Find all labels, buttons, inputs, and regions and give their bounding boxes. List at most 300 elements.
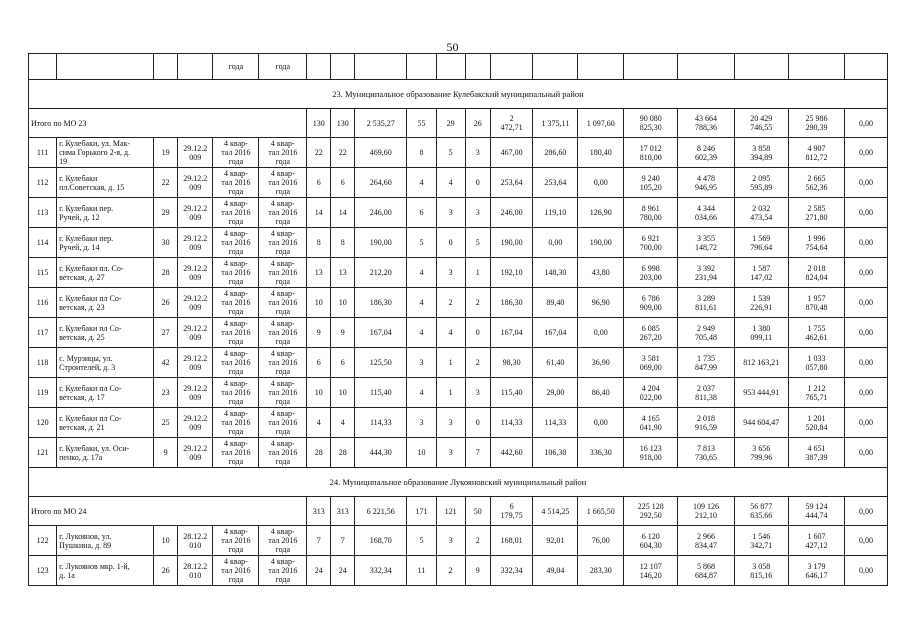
value-cell: 3 xyxy=(436,438,465,468)
value-cell: 3 656 799,96 xyxy=(734,438,788,468)
value-cell: 22 xyxy=(331,138,355,168)
date-cell: 29.12.2 009 xyxy=(178,438,213,468)
value-cell: 212,20 xyxy=(355,258,407,288)
value-cell: 336,30 xyxy=(578,438,624,468)
address-cell: г. Кулебаки пл.Советская, д. 15 xyxy=(57,168,154,198)
date-cell: 29.12.2 009 xyxy=(178,318,213,348)
value-cell: 186,30 xyxy=(490,288,533,318)
table-row xyxy=(29,438,888,468)
value-cell: 43,80 xyxy=(578,258,624,288)
row-number: 117 xyxy=(29,318,57,348)
value-cell: 76,00 xyxy=(578,526,624,556)
row-number: 115 xyxy=(29,258,57,288)
value-cell: 8 xyxy=(307,228,331,258)
value-cell: 6 921 700,00 xyxy=(624,228,678,258)
value-cell: 1 996 754,64 xyxy=(788,228,844,258)
period-start-cell: 4 квар- тал 2016 года xyxy=(213,138,259,168)
value-cell: 0,00 xyxy=(845,318,888,348)
year-cell: 10 xyxy=(154,526,178,556)
total-value: 2 472,71 xyxy=(490,109,533,138)
value-cell: 0,00 xyxy=(845,288,888,318)
table-header-row xyxy=(29,54,888,80)
total-value: 171 xyxy=(407,497,436,526)
value-cell: 4 xyxy=(307,408,331,438)
period-end-cell: 4 квар- тал 2016 года xyxy=(259,408,307,438)
value-cell: 812 163,21 xyxy=(734,348,788,378)
value-cell: 3 xyxy=(436,198,465,228)
value-cell: 2 xyxy=(465,526,490,556)
address-cell: г. Кулебаки пл Со- ветская, д. 21 xyxy=(57,408,154,438)
value-cell: 4 478 946,95 xyxy=(678,168,734,198)
row-number: 118 xyxy=(29,348,57,378)
table-row xyxy=(29,228,888,258)
total-value: 29 xyxy=(436,109,465,138)
value-cell: 2 018 824,04 xyxy=(788,258,844,288)
period-end-cell: 4 квар- тал 2016 года xyxy=(259,168,307,198)
table-row xyxy=(29,526,888,556)
total-value: 6 221,56 xyxy=(355,497,407,526)
period-end-cell: 4 квар- тал 2016 года xyxy=(259,288,307,318)
year-cell: 25 xyxy=(154,408,178,438)
value-cell: 332,34 xyxy=(490,556,533,586)
period-start-cell: 4 квар- тал 2016 года xyxy=(213,258,259,288)
value-cell: 14 xyxy=(307,198,331,228)
total-label: Итого по МО 23 xyxy=(29,109,307,138)
year-cell: 19 xyxy=(154,138,178,168)
total-value: 1 097,60 xyxy=(578,109,624,138)
total-value: 225 128 292,50 xyxy=(624,497,678,526)
value-cell: 190,00 xyxy=(355,228,407,258)
value-cell: 4 204 022,00 xyxy=(624,378,678,408)
value-cell: 3 058 815,16 xyxy=(734,556,788,586)
year-cell: 23 xyxy=(154,378,178,408)
value-cell: 114,33 xyxy=(490,408,533,438)
value-cell: 1 201 520,84 xyxy=(788,408,844,438)
value-cell: 92,01 xyxy=(533,526,578,556)
value-cell: 7 xyxy=(465,438,490,468)
total-value: 20 429 746,55 xyxy=(734,109,788,138)
value-cell: 0,00 xyxy=(845,408,888,438)
value-cell: 5 xyxy=(465,228,490,258)
value-cell: 186,30 xyxy=(355,288,407,318)
value-cell: 126,90 xyxy=(578,198,624,228)
address-cell: г. Кулебаки, ул. Оси- пенко, д. 17а xyxy=(57,438,154,468)
value-cell: 6 xyxy=(331,168,355,198)
value-cell: 49,04 xyxy=(533,556,578,586)
period-end-cell: 4 квар- тал 2016 года xyxy=(259,526,307,556)
value-cell: 253,64 xyxy=(533,168,578,198)
value-cell: 3 xyxy=(465,138,490,168)
value-cell: 283,30 xyxy=(578,556,624,586)
period-end-cell: 4 квар- тал 2016 года xyxy=(259,318,307,348)
value-cell: 10 xyxy=(331,378,355,408)
total-value: 130 xyxy=(307,109,331,138)
value-cell: 17 012 810,00 xyxy=(624,138,678,168)
value-cell: 0,00 xyxy=(578,168,624,198)
value-cell: 6 xyxy=(307,168,331,198)
value-cell: 167,04 xyxy=(533,318,578,348)
value-cell: 4 344 034,66 xyxy=(678,198,734,228)
date-cell: 29.12.2 009 xyxy=(178,138,213,168)
value-cell: 0,00 xyxy=(845,556,888,586)
value-cell: 2 665 562,36 xyxy=(788,168,844,198)
value-cell: 7 813 730,65 xyxy=(678,438,734,468)
value-cell: 953 444,91 xyxy=(734,378,788,408)
row-number: 121 xyxy=(29,438,57,468)
period-start-cell: 4 квар- тал 2016 года xyxy=(213,168,259,198)
value-cell: 2 018 916,59 xyxy=(678,408,734,438)
value-cell: 5 xyxy=(436,138,465,168)
value-cell: 61,40 xyxy=(533,348,578,378)
value-cell: 332,34 xyxy=(355,556,407,586)
value-cell: 467,00 xyxy=(490,138,533,168)
period-start-cell: 4 квар- тал 2016 года xyxy=(213,438,259,468)
value-cell: 0,00 xyxy=(845,228,888,258)
total-value: 90 080 825,30 xyxy=(624,109,678,138)
value-cell: 0,00 xyxy=(845,378,888,408)
value-cell: 2 037 811,38 xyxy=(678,378,734,408)
value-cell: 3 xyxy=(465,378,490,408)
value-cell: 180,40 xyxy=(578,138,624,168)
value-cell: 264,60 xyxy=(355,168,407,198)
value-cell: 0,00 xyxy=(845,348,888,378)
value-cell: 29,00 xyxy=(533,378,578,408)
date-cell: 28.12.2 010 xyxy=(178,526,213,556)
value-cell: 4 xyxy=(407,288,436,318)
total-value: 0,00 xyxy=(845,109,888,138)
value-cell: 3 392 231,94 xyxy=(678,258,734,288)
value-cell: 2 xyxy=(436,288,465,318)
table-row xyxy=(29,348,888,378)
value-cell: 9 xyxy=(307,318,331,348)
value-cell: 9 xyxy=(465,556,490,586)
value-cell: 168,70 xyxy=(355,526,407,556)
value-cell: 0 xyxy=(465,408,490,438)
value-cell: 1 607 427,12 xyxy=(788,526,844,556)
header-cell: года xyxy=(213,54,259,80)
value-cell: 3 355 148,72 xyxy=(678,228,734,258)
value-cell: 0,00 xyxy=(845,168,888,198)
section-title-row xyxy=(29,80,888,109)
value-cell: 1 755 462,61 xyxy=(788,318,844,348)
value-cell: 190,00 xyxy=(578,228,624,258)
value-cell: 8 xyxy=(331,228,355,258)
value-cell: 148,30 xyxy=(533,258,578,288)
value-cell: 1 546 342,71 xyxy=(734,526,788,556)
total-value: 2 535,27 xyxy=(355,109,407,138)
total-value: 50 xyxy=(465,497,490,526)
year-cell: 30 xyxy=(154,228,178,258)
value-cell: 0 xyxy=(465,318,490,348)
value-cell: 3 581 069,00 xyxy=(624,348,678,378)
value-cell: 125,50 xyxy=(355,348,407,378)
value-cell: 13 xyxy=(307,258,331,288)
table-row xyxy=(29,318,888,348)
value-cell: 3 xyxy=(436,526,465,556)
value-cell: 469,60 xyxy=(355,138,407,168)
address-cell: с. Мурзицы, ул. Строителей, д. 3 xyxy=(57,348,154,378)
value-cell: 1 212 765,71 xyxy=(788,378,844,408)
value-cell: 36,90 xyxy=(578,348,624,378)
row-number: 116 xyxy=(29,288,57,318)
period-start-cell: 4 квар- тал 2016 года xyxy=(213,348,259,378)
total-value: 121 xyxy=(436,497,465,526)
section-total-row xyxy=(29,109,888,138)
period-end-cell: 4 квар- тал 2016 года xyxy=(259,258,307,288)
period-start-cell: 4 квар- тал 2016 года xyxy=(213,318,259,348)
value-cell: 114,33 xyxy=(355,408,407,438)
address-cell: г. Кулебаки пл Со- ветская, д. 25 xyxy=(57,318,154,348)
value-cell: 5 xyxy=(407,526,436,556)
value-cell: 6 xyxy=(331,348,355,378)
value-cell: 6 xyxy=(307,348,331,378)
value-cell: 0,00 xyxy=(845,258,888,288)
value-cell: 168,01 xyxy=(490,526,533,556)
value-cell: 1 380 099,11 xyxy=(734,318,788,348)
value-cell: 167,04 xyxy=(490,318,533,348)
date-cell: 29.12.2 009 xyxy=(178,348,213,378)
address-cell: г. Кулебаки, ул. Мак- сима Горького 2-я, д. 19 xyxy=(57,138,154,168)
value-cell: 3 xyxy=(407,408,436,438)
value-cell: 13 xyxy=(331,258,355,288)
row-number: 120 xyxy=(29,408,57,438)
value-cell: 96,90 xyxy=(578,288,624,318)
value-cell: 1 xyxy=(465,258,490,288)
value-cell: 1 539 226,91 xyxy=(734,288,788,318)
value-cell: 8 961 780,00 xyxy=(624,198,678,228)
period-end-cell: 4 квар- тал 2016 года xyxy=(259,438,307,468)
section-title: 24. Муниципальное образование Лукояновский муниципальный район xyxy=(29,468,888,497)
row-number: 123 xyxy=(29,556,57,586)
value-cell: 167,04 xyxy=(355,318,407,348)
table-row xyxy=(29,378,888,408)
table-row xyxy=(29,168,888,198)
value-cell: 5 868 684,87 xyxy=(678,556,734,586)
value-cell: 86,40 xyxy=(578,378,624,408)
year-cell: 9 xyxy=(154,438,178,468)
total-value: 1 375,11 xyxy=(533,109,578,138)
value-cell: 4 907 812,72 xyxy=(788,138,844,168)
total-value: 4 514,25 xyxy=(533,497,578,526)
value-cell: 0,00 xyxy=(845,138,888,168)
date-cell: 29.12.2 009 xyxy=(178,288,213,318)
date-cell: 29.12.2 009 xyxy=(178,378,213,408)
value-cell: 8 xyxy=(407,138,436,168)
value-cell: 106,30 xyxy=(533,438,578,468)
value-cell: 10 xyxy=(307,288,331,318)
value-cell: 28 xyxy=(307,438,331,468)
row-number: 113 xyxy=(29,198,57,228)
value-cell: 6 998 203,00 xyxy=(624,258,678,288)
period-end-cell: 4 квар- тал 2016 года xyxy=(259,228,307,258)
total-value: 56 877 635,66 xyxy=(734,497,788,526)
value-cell: 3 289 811,61 xyxy=(678,288,734,318)
value-cell: 24 xyxy=(331,556,355,586)
year-cell: 42 xyxy=(154,348,178,378)
housing-program-table xyxy=(28,53,888,586)
value-cell: 5 xyxy=(407,228,436,258)
value-cell: 12 107 146,20 xyxy=(624,556,678,586)
value-cell: 6 xyxy=(407,198,436,228)
period-start-cell: 4 квар- тал 2016 года xyxy=(213,408,259,438)
year-cell: 22 xyxy=(154,168,178,198)
value-cell: 3 858 394,89 xyxy=(734,138,788,168)
value-cell: 9 xyxy=(331,318,355,348)
value-cell: 3 xyxy=(407,348,436,378)
value-cell: 2 949 705,48 xyxy=(678,318,734,348)
value-cell: 1 587 147,02 xyxy=(734,258,788,288)
value-cell: 0,00 xyxy=(845,526,888,556)
total-value: 59 124 444,74 xyxy=(788,497,844,526)
value-cell: 14 xyxy=(331,198,355,228)
period-start-cell: 4 квар- тал 2016 года xyxy=(213,288,259,318)
value-cell: 2 032 473,54 xyxy=(734,198,788,228)
value-cell: 3 xyxy=(436,408,465,438)
value-cell: 286,60 xyxy=(533,138,578,168)
year-cell: 27 xyxy=(154,318,178,348)
address-cell: г. Кулебаки пл Со- ветская, д. 23 xyxy=(57,288,154,318)
section-total-row xyxy=(29,497,888,526)
value-cell: 0,00 xyxy=(845,198,888,228)
value-cell: 4 xyxy=(407,318,436,348)
period-end-cell: 4 квар- тал 2016 года xyxy=(259,348,307,378)
value-cell: 2 095 595,89 xyxy=(734,168,788,198)
year-cell: 26 xyxy=(154,556,178,586)
value-cell: 10 xyxy=(407,438,436,468)
total-value: 109 126 212,10 xyxy=(678,497,734,526)
value-cell: 2 xyxy=(465,288,490,318)
total-value: 1 665,50 xyxy=(578,497,624,526)
value-cell: 115,40 xyxy=(490,378,533,408)
period-start-cell: 4 квар- тал 2016 года xyxy=(213,526,259,556)
value-cell: 0,00 xyxy=(578,318,624,348)
table-row xyxy=(29,258,888,288)
value-cell: 10 xyxy=(307,378,331,408)
section-title: 23. Муниципальное образование Кулебакский муниципальный район xyxy=(29,80,888,109)
value-cell: 1 033 057,80 xyxy=(788,348,844,378)
date-cell: 28.12.2 010 xyxy=(178,556,213,586)
period-end-cell: 4 квар- тал 2016 года xyxy=(259,198,307,228)
period-start-cell: 4 квар- тал 2016 года xyxy=(213,228,259,258)
value-cell: 4 651 387,39 xyxy=(788,438,844,468)
total-value: 26 xyxy=(465,109,490,138)
value-cell: 0 xyxy=(465,168,490,198)
address-cell: г. Лукоянов, ул. Пушкина, д. 89 xyxy=(57,526,154,556)
value-cell: 1 xyxy=(436,378,465,408)
value-cell: 444,30 xyxy=(355,438,407,468)
total-value: 55 xyxy=(407,109,436,138)
value-cell: 192,10 xyxy=(490,258,533,288)
period-start-cell: 4 квар- тал 2016 года xyxy=(213,556,259,586)
value-cell: 0 xyxy=(436,228,465,258)
value-cell: 4 xyxy=(331,408,355,438)
value-cell: 119,10 xyxy=(533,198,578,228)
value-cell: 2 xyxy=(436,556,465,586)
value-cell: 22 xyxy=(307,138,331,168)
value-cell: 3 xyxy=(465,198,490,228)
value-cell: 0,00 xyxy=(578,408,624,438)
value-cell: 4 xyxy=(407,378,436,408)
year-cell: 28 xyxy=(154,258,178,288)
value-cell: 944 604,47 xyxy=(734,408,788,438)
date-cell: 29.12.2 009 xyxy=(178,198,213,228)
table-row xyxy=(29,198,888,228)
page-number: 50 xyxy=(446,40,459,54)
value-cell: 0,00 xyxy=(533,228,578,258)
value-cell: 3 179 646,17 xyxy=(788,556,844,586)
year-cell: 26 xyxy=(154,288,178,318)
table-row xyxy=(29,408,888,438)
row-number: 122 xyxy=(29,526,57,556)
total-value: 25 986 290,39 xyxy=(788,109,844,138)
value-cell: 2 xyxy=(465,348,490,378)
value-cell: 89,40 xyxy=(533,288,578,318)
year-cell: 29 xyxy=(154,198,178,228)
date-cell: 29.12.2 009 xyxy=(178,168,213,198)
address-cell: г. Лукоянов мкр. 1-й, д. 1а xyxy=(57,556,154,586)
value-cell: 1 569 796,64 xyxy=(734,228,788,258)
value-cell: 4 xyxy=(436,168,465,198)
address-cell: г. Кулебаки пл Со- ветская, д. 17 xyxy=(57,378,154,408)
value-cell: 1 xyxy=(436,348,465,378)
address-cell: г. Кулебаки пл. Со- ветская, д. 27 xyxy=(57,258,154,288)
value-cell: 7 xyxy=(307,526,331,556)
value-cell: 4 165 041,90 xyxy=(624,408,678,438)
table-row xyxy=(29,556,888,586)
total-value: 6 179,75 xyxy=(490,497,533,526)
address-cell: г. Кулебаки пер. Ручей, д. 12 xyxy=(57,198,154,228)
period-end-cell: 4 квар- тал 2016 года xyxy=(259,556,307,586)
value-cell: 7 xyxy=(331,526,355,556)
table-row xyxy=(29,288,888,318)
section-title-row xyxy=(29,468,888,497)
total-value: 43 664 788,36 xyxy=(678,109,734,138)
value-cell: 16 123 918,00 xyxy=(624,438,678,468)
value-cell: 11 xyxy=(407,556,436,586)
value-cell: 8 246 602,39 xyxy=(678,138,734,168)
value-cell: 10 xyxy=(331,288,355,318)
value-cell: 2 585 271,80 xyxy=(788,198,844,228)
period-start-cell: 4 квар- тал 2016 года xyxy=(213,198,259,228)
value-cell: 4 xyxy=(407,168,436,198)
value-cell: 0,00 xyxy=(845,438,888,468)
value-cell: 6 120 604,30 xyxy=(624,526,678,556)
value-cell: 98,30 xyxy=(490,348,533,378)
value-cell: 1 957 870,48 xyxy=(788,288,844,318)
value-cell: 1 735 847,99 xyxy=(678,348,734,378)
value-cell: 4 xyxy=(436,318,465,348)
total-value: 0,00 xyxy=(845,497,888,526)
value-cell: 115,40 xyxy=(355,378,407,408)
value-cell: 190,00 xyxy=(490,228,533,258)
date-cell: 29.12.2 009 xyxy=(178,258,213,288)
value-cell: 253,64 xyxy=(490,168,533,198)
row-number: 111 xyxy=(29,138,57,168)
value-cell: 246,00 xyxy=(355,198,407,228)
value-cell: 6 085 267,20 xyxy=(624,318,678,348)
period-start-cell: 4 квар- тал 2016 года xyxy=(213,378,259,408)
table-row xyxy=(29,138,888,168)
row-number: 114 xyxy=(29,228,57,258)
row-number: 112 xyxy=(29,168,57,198)
value-cell: 24 xyxy=(307,556,331,586)
address-cell: г. Кулебаки пер. Ручей, д. 14 xyxy=(57,228,154,258)
value-cell: 3 xyxy=(436,258,465,288)
period-end-cell: 4 квар- тал 2016 года xyxy=(259,378,307,408)
row-number: 119 xyxy=(29,378,57,408)
total-value: 313 xyxy=(331,497,355,526)
value-cell: 114,33 xyxy=(533,408,578,438)
